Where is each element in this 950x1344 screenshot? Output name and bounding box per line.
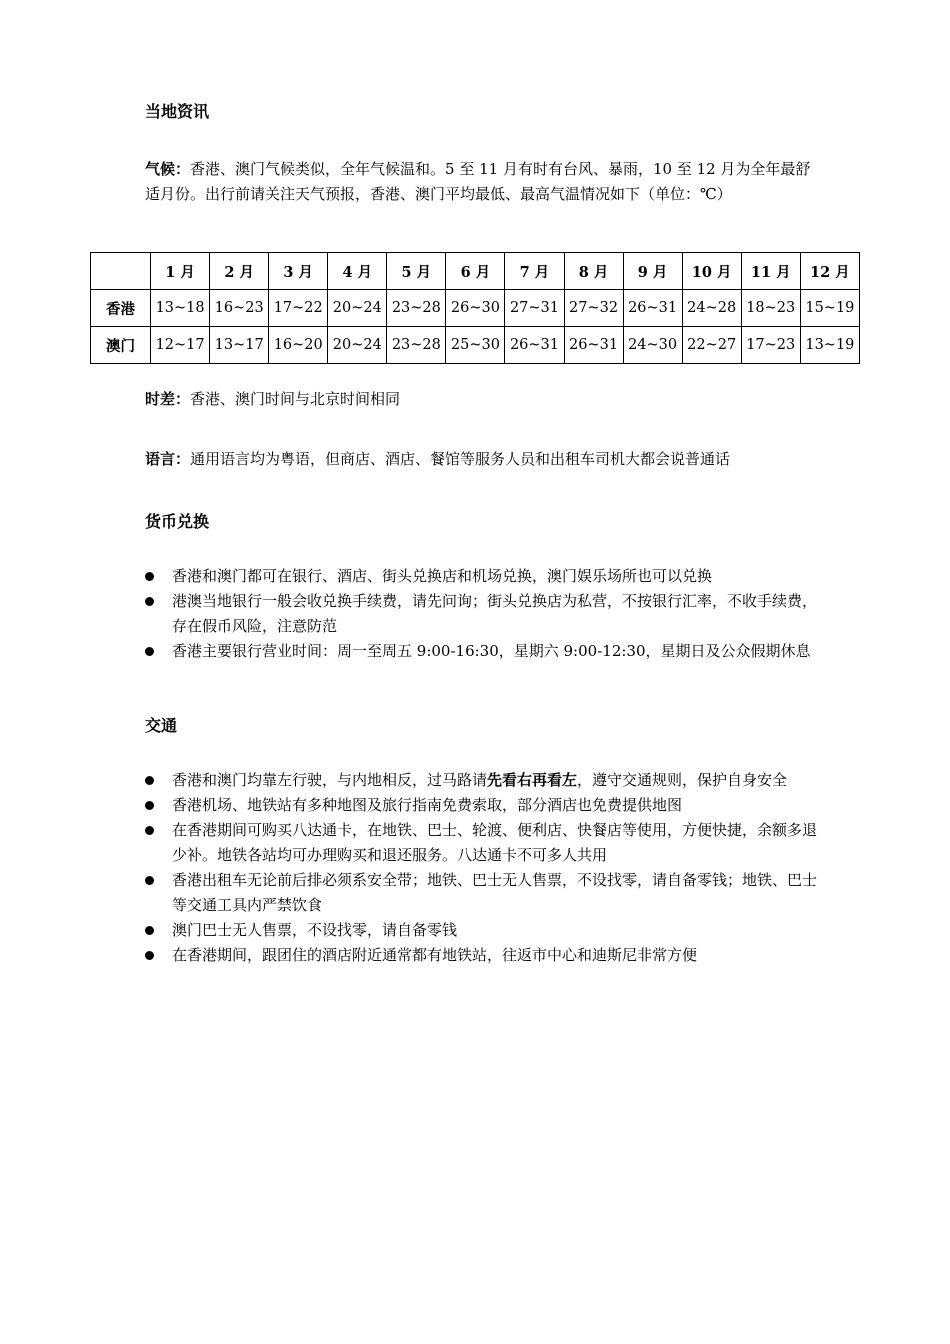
table-cell: 12~17 (151, 327, 210, 364)
table-cell: 17~22 (269, 290, 328, 327)
month-header: 1 月 (151, 253, 210, 290)
bullet-icon (145, 801, 154, 810)
table-cell: 18~23 (741, 290, 800, 327)
list-item: 澳门巴士无人售票，不设找零，请自备零钱 (145, 918, 817, 943)
language-label: 语言： (145, 450, 191, 468)
list-item: 在香港期间可购买八达通卡，在地铁、巴士、轮渡、便利店、快餐店等使用，方便快捷，余额多退少补。地铁各站均可办理购买和退还服务。八达通卡不可多人共用 (145, 818, 817, 868)
month-header: 8 月 (564, 253, 623, 290)
table-cell: 17~23 (741, 327, 800, 364)
row-header-hongkong: 香港 (91, 290, 151, 327)
climate-text: 香港、澳门气候类似，全年气候温和。5 至 11 月有时有台风、暴雨，10 至 12 月为全年最舒适月份。出行前请关注天气预报，香港、澳门平均最低、最高气温情况如下（单位：℃） (145, 160, 811, 203)
transport-heading: 交通 (145, 716, 178, 735)
table-cell: 22~27 (682, 327, 741, 364)
month-header: 6 月 (446, 253, 505, 290)
table-row (91, 290, 860, 327)
table-row (91, 327, 860, 364)
list-item: 香港出租车无论前后排必须系安全带；地铁、巴士无人售票，不设找零，请自备零钱；地铁、巴士等交通工具内严禁饮食 (145, 868, 817, 918)
row-header-macau: 澳门 (91, 327, 151, 364)
month-header: 10 月 (682, 253, 741, 290)
climate-paragraph (145, 157, 817, 207)
table-corner-cell (91, 253, 151, 290)
table-cell: 16~20 (269, 327, 328, 364)
month-header: 2 月 (210, 253, 269, 290)
list-item: 香港机场、地铁站有多种地图及旅行指南免费索取，部分酒店也免费提供地图 (145, 793, 817, 818)
table-cell: 26~31 (623, 290, 682, 327)
list-item: 香港和澳门均靠左行驶，与内地相反，过马路请先看右再看左，遵守交通规则，保护自身安全 (145, 768, 817, 793)
month-header: 7 月 (505, 253, 564, 290)
table-cell: 24~28 (682, 290, 741, 327)
month-header: 4 月 (328, 253, 387, 290)
climate-label: 气候： (145, 160, 191, 178)
table-cell: 16~23 (210, 290, 269, 327)
table-cell: 27~32 (564, 290, 623, 327)
table-cell: 23~28 (387, 290, 446, 327)
bullet-icon (145, 597, 154, 606)
timezone-text: 香港、澳门时间与北京时间相同 (190, 390, 401, 408)
table-cell: 15~19 (800, 290, 859, 327)
table-header-row (91, 253, 860, 290)
table-cell: 25~30 (446, 327, 505, 364)
table-cell: 13~18 (151, 290, 210, 327)
bullet-icon (145, 572, 154, 581)
list-item: 香港主要银行营业时间：周一至周五 9:00-16:30，星期六 9:00-12:30，星期日及公众假期休息 (145, 639, 817, 664)
table-cell: 24~30 (623, 327, 682, 364)
currency-list (145, 564, 817, 664)
table-cell: 26~30 (446, 290, 505, 327)
transport-list (145, 768, 817, 968)
month-header: 12 月 (800, 253, 859, 290)
table-cell: 20~24 (328, 290, 387, 327)
month-header: 9 月 (623, 253, 682, 290)
timezone-label: 时差： (145, 390, 191, 408)
table-cell: 20~24 (328, 327, 387, 364)
table-cell: 26~31 (505, 327, 564, 364)
bullet-icon (145, 926, 154, 935)
month-header: 3 月 (269, 253, 328, 290)
bullet-icon (145, 951, 154, 960)
page-title: 当地资讯 (145, 102, 210, 121)
bullet-icon (145, 776, 154, 785)
month-header: 11 月 (741, 253, 800, 290)
bullet-icon (145, 876, 154, 885)
month-header: 5 月 (387, 253, 446, 290)
timezone-paragraph (145, 387, 817, 412)
language-paragraph (145, 447, 817, 472)
list-item: 香港和澳门都可在银行、酒店、街头兑换店和机场兑换，澳门娱乐场所也可以兑换 (145, 564, 817, 589)
language-text: 通用语言均为粤语，但商店、酒店、餐馆等服务人员和出租车司机大都会说普通话 (190, 450, 731, 468)
emphasis-text: 先看右再看左 (487, 771, 578, 789)
table-cell: 23~28 (387, 327, 446, 364)
list-item: 港澳当地银行一般会收兑换手续费，请先问询；街头兑换店为私营，不按银行汇率，不收手续费，存在假币风险，注意防范 (145, 589, 817, 639)
table-cell: 13~19 (800, 327, 859, 364)
bullet-icon (145, 647, 154, 656)
table-cell: 26~31 (564, 327, 623, 364)
temperature-table (90, 252, 860, 364)
table-cell: 13~17 (210, 327, 269, 364)
list-item: 在香港期间，跟团住的酒店附近通常都有地铁站，往返市中心和迪斯尼非常方便 (145, 943, 817, 968)
bullet-icon (145, 826, 154, 835)
table-cell: 27~31 (505, 290, 564, 327)
currency-heading: 货币兑换 (145, 512, 210, 531)
